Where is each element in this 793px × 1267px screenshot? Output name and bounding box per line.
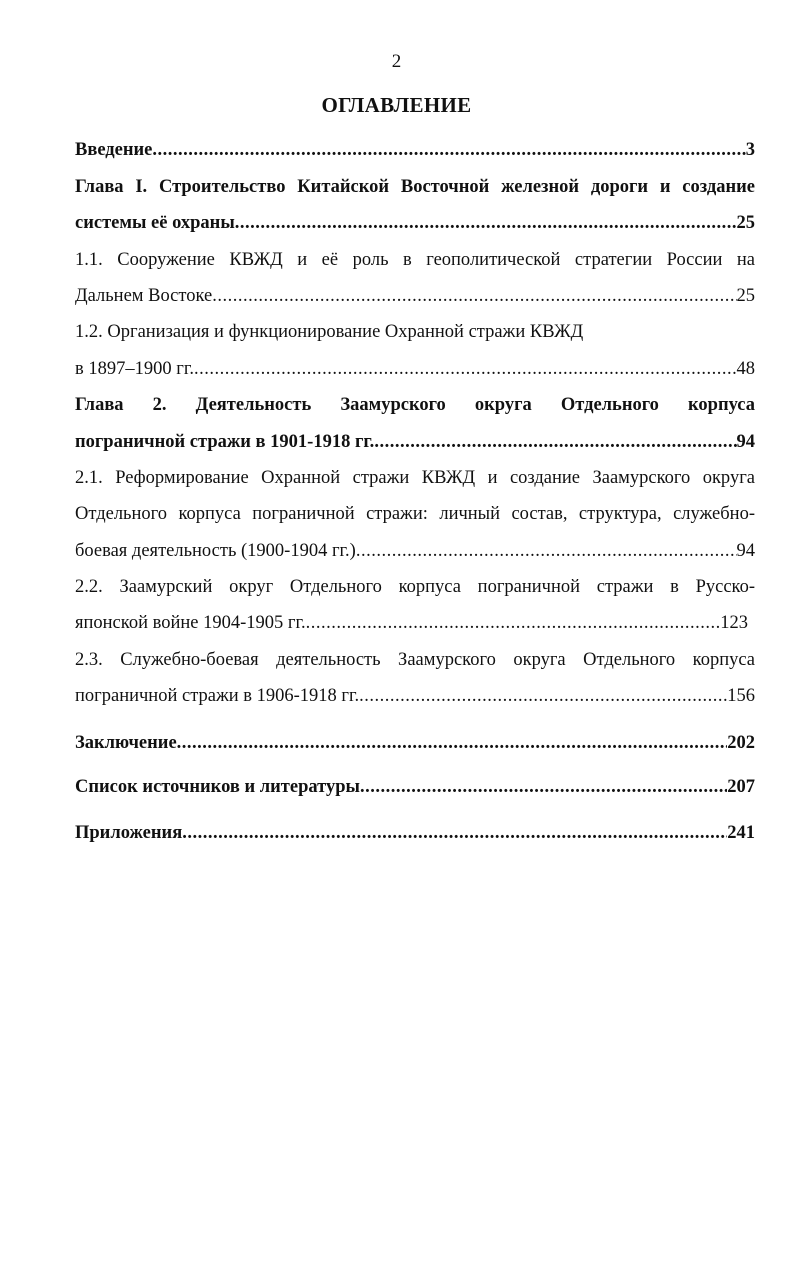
toc-entry-section-2-1-line-1[interactable]: 2.1. Реформирование Охранной стражи КВЖД и создание Заамурского округа [75, 468, 755, 488]
toc-entry-introduction[interactable] [75, 139, 755, 161]
toc-page-number: 48 [736, 359, 755, 379]
toc-entry-title: японской войне 1904-1905 гг. [75, 613, 306, 633]
toc-entry-title: Введение [75, 140, 153, 160]
toc-page-number: 25 [736, 213, 755, 233]
dot-leader [194, 358, 737, 380]
dot-leader [235, 212, 737, 234]
toc-entry-title: Список источников и литературы [75, 777, 360, 797]
toc-entry-conclusion[interactable] [75, 732, 755, 754]
toc-page-number: 25 [736, 286, 755, 306]
dot-leader [152, 139, 745, 161]
toc-entry-section-2-1-line-2[interactable]: Отдельного корпуса пограничной стражи: личный состав, структура, служебно- [75, 504, 755, 524]
dot-leader [359, 685, 727, 707]
dot-leader [177, 732, 728, 754]
toc-entry-title: Дальнем Востоке [75, 286, 213, 306]
toc-entry-section-2-3-line-1[interactable]: 2.3. Служебно-боевая деятельность Заамурского округа Отдельного корпуса [75, 650, 755, 670]
toc-entry-chapter-2-line-2[interactable] [75, 431, 755, 453]
dot-leader [306, 612, 721, 634]
toc-entry-title: боевая деятельность (1900-1904 гг.) [75, 541, 356, 561]
dot-leader [212, 285, 736, 307]
dot-leader [360, 776, 727, 798]
toc-entry-section-1-2-line-1[interactable]: 1.2. Организация и функционирование Охранной стражи КВЖД [75, 322, 584, 342]
toc-page-number: 94 [736, 541, 755, 561]
toc-entry-section-1-1-line-1[interactable]: 1.1. Сооружение КВЖД и её роль в геополитической стратегии России на [75, 250, 755, 270]
toc-title: ОГЛАВЛЕНИЕ [321, 93, 472, 117]
toc-page-number: 123 [720, 613, 748, 633]
dot-leader [374, 431, 736, 453]
toc-page-number: 156 [727, 686, 755, 706]
toc-entry-title: Приложения [75, 823, 183, 843]
toc-entry-title: Заключение [75, 733, 177, 753]
toc-entry-sources[interactable] [75, 776, 755, 798]
toc-entry-section-2-3-line-2[interactable] [75, 685, 755, 707]
toc-entry-title: пограничной стражи в 1901-1918 гг. [75, 432, 375, 452]
toc-entry-title: системы её охраны [75, 213, 235, 233]
toc-entry-section-2-1-line-3[interactable] [75, 540, 755, 562]
toc-entry-appendix[interactable] [75, 822, 755, 844]
toc-entry-section-2-2-line-2[interactable] [75, 612, 748, 634]
toc-entry-chapter-1-line-1[interactable]: Глава I. Строительство Китайской Восточной железной дороги и создание [75, 177, 755, 197]
toc-entry-title: в 1897–1900 гг. [75, 359, 194, 379]
dot-leader [182, 822, 727, 844]
toc-page-number: 3 [745, 140, 755, 160]
toc-page-number: 94 [736, 432, 755, 452]
toc-entry-section-1-2-line-2[interactable] [75, 358, 755, 380]
toc-page-number: 202 [727, 733, 755, 753]
toc-entry-chapter-2-line-1[interactable]: Глава 2. Деятельность Заамурского округа Отдельного корпуса [75, 395, 755, 415]
toc-entry-title: пограничной стражи в 1906-1918 гг. [75, 686, 360, 706]
toc-page-number: 207 [727, 777, 755, 797]
dot-leader [356, 540, 737, 562]
toc-entry-chapter-1-line-2[interactable] [75, 212, 755, 234]
toc-entry-section-2-2-line-1[interactable]: 2.2. Заамурский округ Отдельного корпуса пограничной стражи в Русско- [75, 577, 755, 597]
toc-entry-section-1-1-line-2[interactable] [75, 285, 755, 307]
toc-page-number: 241 [727, 823, 755, 843]
page-number: 2 [391, 51, 402, 72]
